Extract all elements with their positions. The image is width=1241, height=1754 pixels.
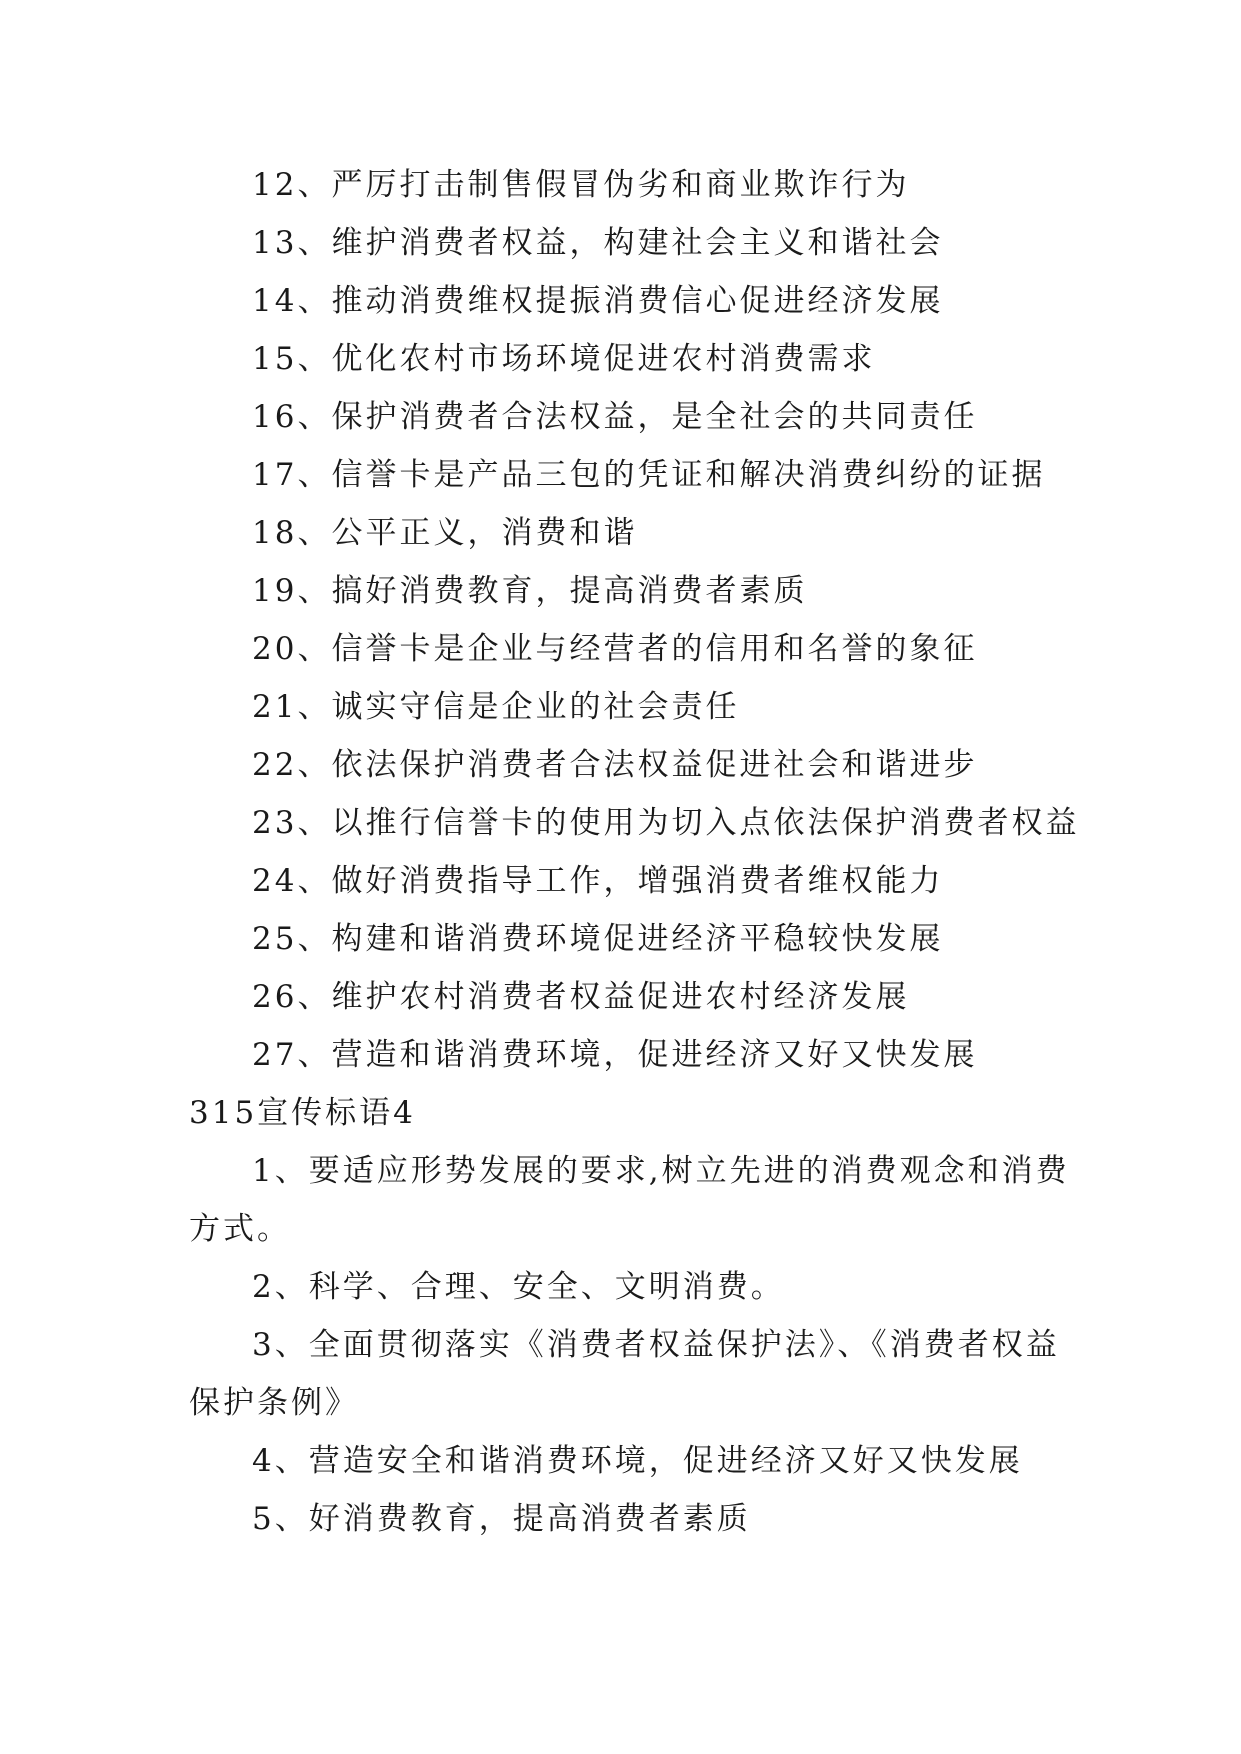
slogan-line: 3、全面贯彻落实《消费者权益保护法》、《消费者权益 — [252, 1327, 1060, 1363]
section-heading: 315宣传标语4 — [189, 1095, 416, 1131]
slogan-line: 22、依法保护消费者合法权益促进社会和谐进步 — [252, 747, 978, 783]
slogan-line: 23、以推行信誉卡的使用为切入点依法保护消费者权益 — [252, 805, 1080, 841]
slogan-line: 24、做好消费指导工作，增强消费者维权能力 — [252, 863, 944, 899]
slogan-line-continuation: 保护条例》 — [189, 1385, 359, 1421]
slogan-line: 16、保护消费者合法权益，是全社会的共同责任 — [252, 399, 978, 435]
slogan-line: 2、科学、合理、安全、文明消费。 — [252, 1269, 785, 1305]
slogan-line: 25、构建和谐消费环境促进经济平稳较快发展 — [252, 921, 944, 957]
slogan-line: 19、搞好消费教育，提高消费者素质 — [252, 573, 808, 609]
slogan-line: 15、优化农村市场环境促进农村消费需求 — [252, 341, 876, 377]
slogan-line: 1、要适应形势发展的要求,树立先进的消费观念和消费 — [252, 1153, 1070, 1189]
slogan-line: 4、营造安全和谐消费环境，促进经济又好又快发展 — [252, 1443, 1023, 1479]
slogan-line: 26、维护农村消费者权益促进农村经济发展 — [252, 979, 910, 1015]
slogan-line: 17、信誉卡是产品三包的凭证和解决消费纠纷的证据 — [252, 457, 1046, 493]
slogan-line: 14、推动消费维权提振消费信心促进经济发展 — [252, 283, 944, 319]
slogan-line: 27、营造和谐消费环境，促进经济又好又快发展 — [252, 1037, 978, 1073]
slogan-line: 21、诚实守信是企业的社会责任 — [252, 689, 740, 725]
slogan-line: 5、好消费教育，提高消费者素质 — [252, 1501, 751, 1537]
slogan-line: 18、公平正义，消费和谐 — [252, 515, 638, 551]
slogan-line: 20、信誉卡是企业与经营者的信用和名誉的象征 — [252, 631, 978, 667]
slogan-line: 13、维护消费者权益，构建社会主义和谐社会 — [252, 225, 944, 261]
slogan-line: 12、严厉打击制售假冒伪劣和商业欺诈行为 — [252, 167, 910, 203]
slogan-line-continuation: 方式。 — [189, 1211, 291, 1247]
